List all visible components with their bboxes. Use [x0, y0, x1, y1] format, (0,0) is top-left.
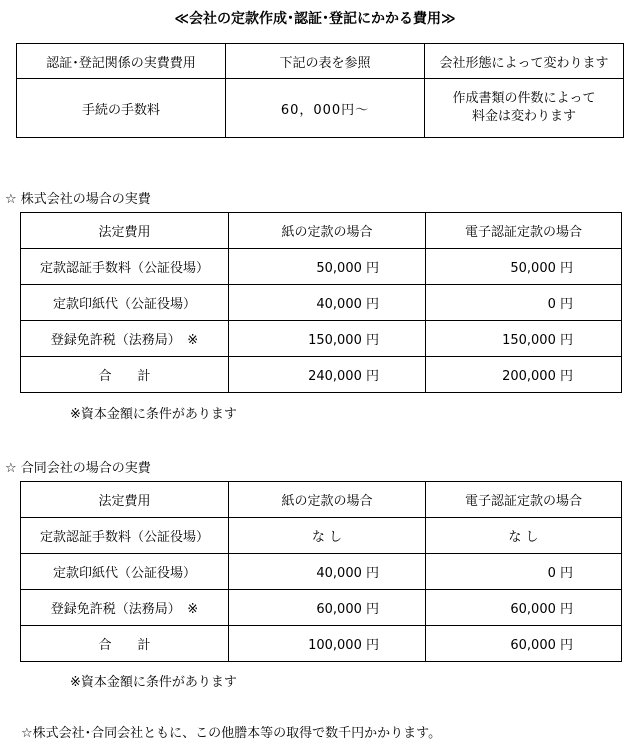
table-cell: 150,000 円	[426, 321, 622, 357]
column-header: 法定費用	[21, 213, 229, 249]
footer-note: ☆株式会社･合同会社ともに、この他謄本等の取得で数千円かかります。	[21, 726, 442, 741]
table-header-row	[21, 213, 622, 249]
table-cell: 下記の表を参照	[226, 44, 425, 79]
table-cell: 40,000 円	[229, 285, 426, 321]
table-cell: 0 円	[426, 554, 622, 590]
table-cell: 60,000 円	[229, 590, 426, 626]
table-row	[21, 554, 622, 590]
column-header: 電子認証定款の場合	[426, 213, 622, 249]
section-heading-kabushiki: ☆ 株式会社の場合の実費	[5, 192, 151, 207]
table-cell: 60，000円～	[226, 79, 425, 138]
summary-table	[16, 43, 624, 138]
kabushiki-cost-table	[20, 212, 622, 393]
table-cell: 認証･登記関係の実費費用	[17, 44, 226, 79]
page-title: ≪会社の定款作成･認証･登記にかかる費用≫	[174, 11, 456, 27]
table-cell: 合 計	[21, 626, 229, 662]
table-cell: な し	[229, 518, 426, 554]
table-cell: 合 計	[21, 357, 229, 393]
table-row	[21, 626, 622, 662]
table-row	[21, 518, 622, 554]
table-cell: 定款印紙代（公証役場）	[21, 285, 229, 321]
table-cell: 40,000 円	[229, 554, 426, 590]
capital-note: ※資本金額に条件があります	[70, 675, 237, 690]
table-cell: 50,000 円	[426, 249, 622, 285]
table-row	[21, 357, 622, 393]
table-row	[21, 590, 622, 626]
table-cell: 150,000 円	[229, 321, 426, 357]
table-cell: 240,000 円	[229, 357, 426, 393]
table-cell: 作成書類の件数によって 料金は変わります	[425, 79, 624, 138]
table-row	[21, 285, 622, 321]
table-cell: 定款認証手数料（公証役場）	[21, 249, 229, 285]
table-cell: 会社形態によって変わります	[425, 44, 624, 79]
table-header-row	[21, 482, 622, 518]
table-cell: 100,000 円	[229, 626, 426, 662]
table-cell: 登録免許税（法務局） ※	[21, 321, 229, 357]
column-header: 紙の定款の場合	[229, 482, 426, 518]
table-row	[17, 79, 624, 138]
table-cell: 0 円	[426, 285, 622, 321]
table-row	[21, 321, 622, 357]
table-cell: な し	[426, 518, 622, 554]
table-cell: 50,000 円	[229, 249, 426, 285]
capital-note: ※資本金額に条件があります	[70, 407, 237, 422]
table-row	[21, 249, 622, 285]
table-cell: 60,000 円	[426, 590, 622, 626]
table-cell: 200,000 円	[426, 357, 622, 393]
column-header: 法定費用	[21, 482, 229, 518]
column-header: 紙の定款の場合	[229, 213, 426, 249]
godo-cost-table	[20, 481, 622, 662]
table-row	[17, 44, 624, 79]
table-cell: 登録免許税（法務局） ※	[21, 590, 229, 626]
column-header: 電子認証定款の場合	[426, 482, 622, 518]
section-heading-godo: ☆ 合同会社の場合の実費	[5, 461, 151, 476]
table-cell: 定款認証手数料（公証役場）	[21, 518, 229, 554]
table-cell: 定款印紙代（公証役場）	[21, 554, 229, 590]
table-cell: 手続の手数料	[17, 79, 226, 138]
table-cell: 60,000 円	[426, 626, 622, 662]
